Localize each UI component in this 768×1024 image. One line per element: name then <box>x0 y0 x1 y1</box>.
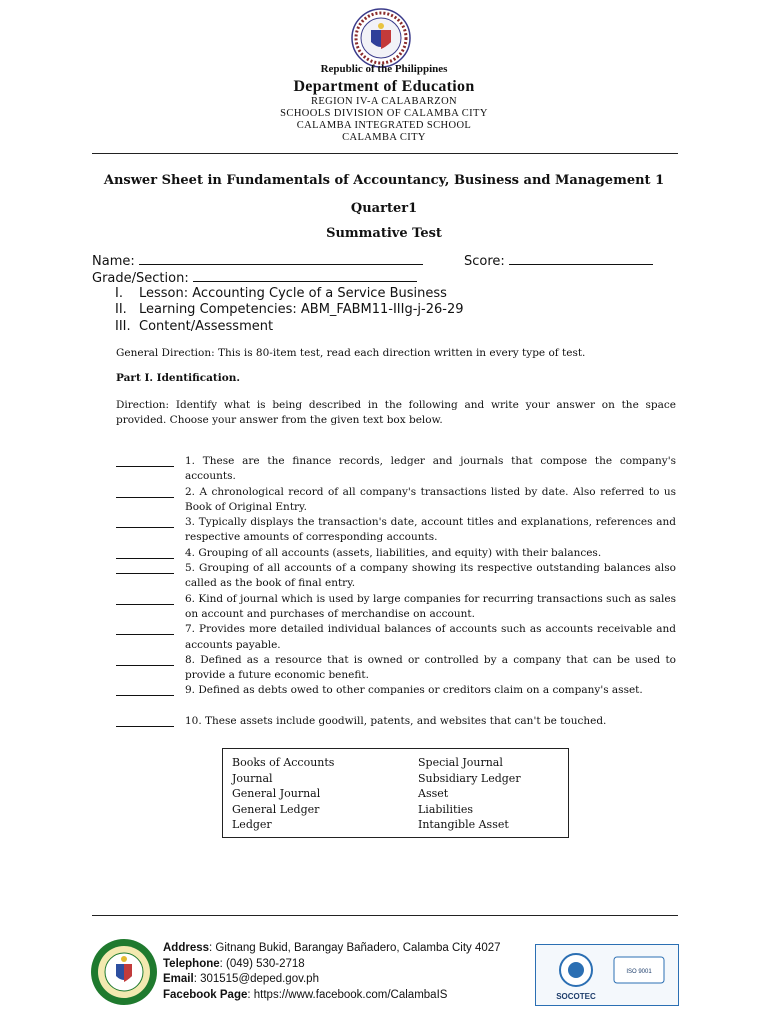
school-seal-logo <box>90 938 158 1006</box>
score-field[interactable] <box>464 252 653 269</box>
answer-blank[interactable] <box>116 714 174 727</box>
school-label: CALAMBA INTEGRATED SCHOOL <box>296 120 472 131</box>
choice-item: Subsidiary Ledger <box>418 771 521 785</box>
outline-num: II. <box>115 302 127 317</box>
question-text: 10. These assets include goodwill, patents, and websites that can't be touched. <box>185 715 607 728</box>
choice-item: Asset <box>418 787 449 800</box>
question-item <box>116 653 676 684</box>
grade-label: Grade/Section: <box>92 271 189 286</box>
choices-right-column <box>418 755 521 833</box>
outline-item <box>115 286 447 301</box>
question-item <box>116 515 676 546</box>
general-direction: General Direction: This is 80-item test, read each direction written in every type of test. <box>116 347 586 359</box>
name-label: Name: <box>92 254 135 269</box>
quarter-title: Quarter1 <box>350 201 418 216</box>
question-text: 8. Defined as a resource that is owned or controlled by a company that can be used to provide a future economic benefit. <box>185 653 676 682</box>
doc-title: Answer Sheet in Fundamentals of Accountancy, Business and Management 1 <box>103 173 665 188</box>
test-title: Summative Test <box>326 226 442 241</box>
choice-item: Journal <box>232 771 273 785</box>
choice-item: Ledger <box>232 818 272 831</box>
grade-section-field[interactable] <box>92 269 417 286</box>
question-text: 4. Grouping of all accounts (assets, liabilities, and equity) with their balances. <box>185 546 602 559</box>
answer-blank[interactable] <box>116 546 174 559</box>
choices-left-column <box>232 755 334 833</box>
outline-num: III. <box>115 319 131 334</box>
svg-text:ISO 9001: ISO 9001 <box>626 969 652 975</box>
question-text: 7. Provides more detailed individual balances of accounts such as accounts receivable and accounts payable. <box>185 623 676 651</box>
facebook-line: Facebook Page: https://www.facebook.com/CalambaIS <box>163 988 448 1001</box>
question-text: 5. Grouping of all accounts of a company showing its respective outstanding balances also called as the book of final entry. <box>185 562 676 590</box>
score-label: Score: <box>464 254 505 269</box>
grade-blank[interactable] <box>193 269 417 282</box>
question-item <box>116 622 676 653</box>
division-label: SCHOOLS DIVISION OF CALAMBA CITY <box>280 108 488 119</box>
footer-divider <box>92 915 678 916</box>
outline-item <box>115 302 464 317</box>
answer-blank[interactable] <box>116 653 174 666</box>
question-text: 1. These are the finance records, ledger and journals that compose the company's accounts. <box>185 455 676 483</box>
question-item <box>116 592 676 623</box>
iso-certification-badge <box>535 944 679 1006</box>
answer-blank[interactable] <box>116 592 174 605</box>
svg-text:SOCOTEC: SOCOTEC <box>556 992 596 1001</box>
outline-text: Lesson: Accounting Cycle of a Service Business <box>139 286 447 301</box>
telephone-line: Telephone: (049) 530-2718 <box>163 957 305 970</box>
answer-blank[interactable] <box>116 454 174 467</box>
certification-logo <box>536 945 678 1005</box>
name-field[interactable] <box>92 252 423 269</box>
choice-item: General Ledger <box>232 802 320 816</box>
outline-item <box>115 319 273 334</box>
choice-item: General Journal <box>232 787 321 800</box>
address-line: Address: Gitnang Bukid, Barangay Bañadero, Calamba City 4027 <box>163 942 501 954</box>
choices-box <box>222 748 569 838</box>
question-text: 6. Kind of journal which is used by large companies for recurring transactions such as sales on account and purchases of merchandise on account. <box>185 592 676 620</box>
outline-text: Learning Competencies: ABM_FABM11-IIIg-j-26-29 <box>139 302 464 317</box>
question-text: 2. A chronological record of all company's transactions listed by date. Also referred to us Book of Original Entry. <box>185 485 676 513</box>
republic-label: Republic of the Philippines <box>320 63 448 75</box>
header-divider <box>92 153 678 154</box>
question-text: 3. Typically displays the transaction's date, account titles and explanations, references and respective amounts of corresponding accounts. <box>185 516 676 544</box>
part-direction: Direction: Identify what is being described in the following and write your answer on the space provided. Choose your answer from the given text box below. <box>116 399 676 426</box>
name-blank[interactable] <box>139 252 423 265</box>
question-item <box>116 683 676 714</box>
email-line: Email: 301515@deped.gov.ph <box>163 973 319 985</box>
answer-blank[interactable] <box>116 515 174 528</box>
answer-blank[interactable] <box>116 561 174 574</box>
choice-item: Special Journal <box>418 756 503 769</box>
question-item <box>116 485 676 516</box>
deped-seal-logo <box>351 8 411 68</box>
department-label: Department of Education <box>293 78 475 95</box>
footer-contact <box>163 941 501 1003</box>
answer-blank[interactable] <box>116 683 174 696</box>
identification-items <box>116 454 676 729</box>
score-blank[interactable] <box>509 252 653 265</box>
choice-item: Liabilities <box>418 802 474 816</box>
question-item <box>116 561 676 592</box>
city-label: CALAMBA CITY <box>342 132 426 143</box>
outline-text: Content/Assessment <box>139 319 274 334</box>
question-item <box>116 714 676 729</box>
question-item <box>116 454 676 485</box>
region-label: REGION IV-A CALABARZON <box>310 96 458 107</box>
answer-blank[interactable] <box>116 485 174 498</box>
question-item <box>116 546 676 561</box>
question-text: 9. Defined as debts owed to other companies or creditors claim on a company's asset. <box>185 684 643 697</box>
choice-item: Books of Accounts <box>232 756 335 769</box>
outline-num: I. <box>115 286 123 301</box>
answer-blank[interactable] <box>116 622 174 635</box>
choice-item: Intangible Asset <box>418 818 509 831</box>
part-title: Part I. Identification. <box>116 372 241 384</box>
